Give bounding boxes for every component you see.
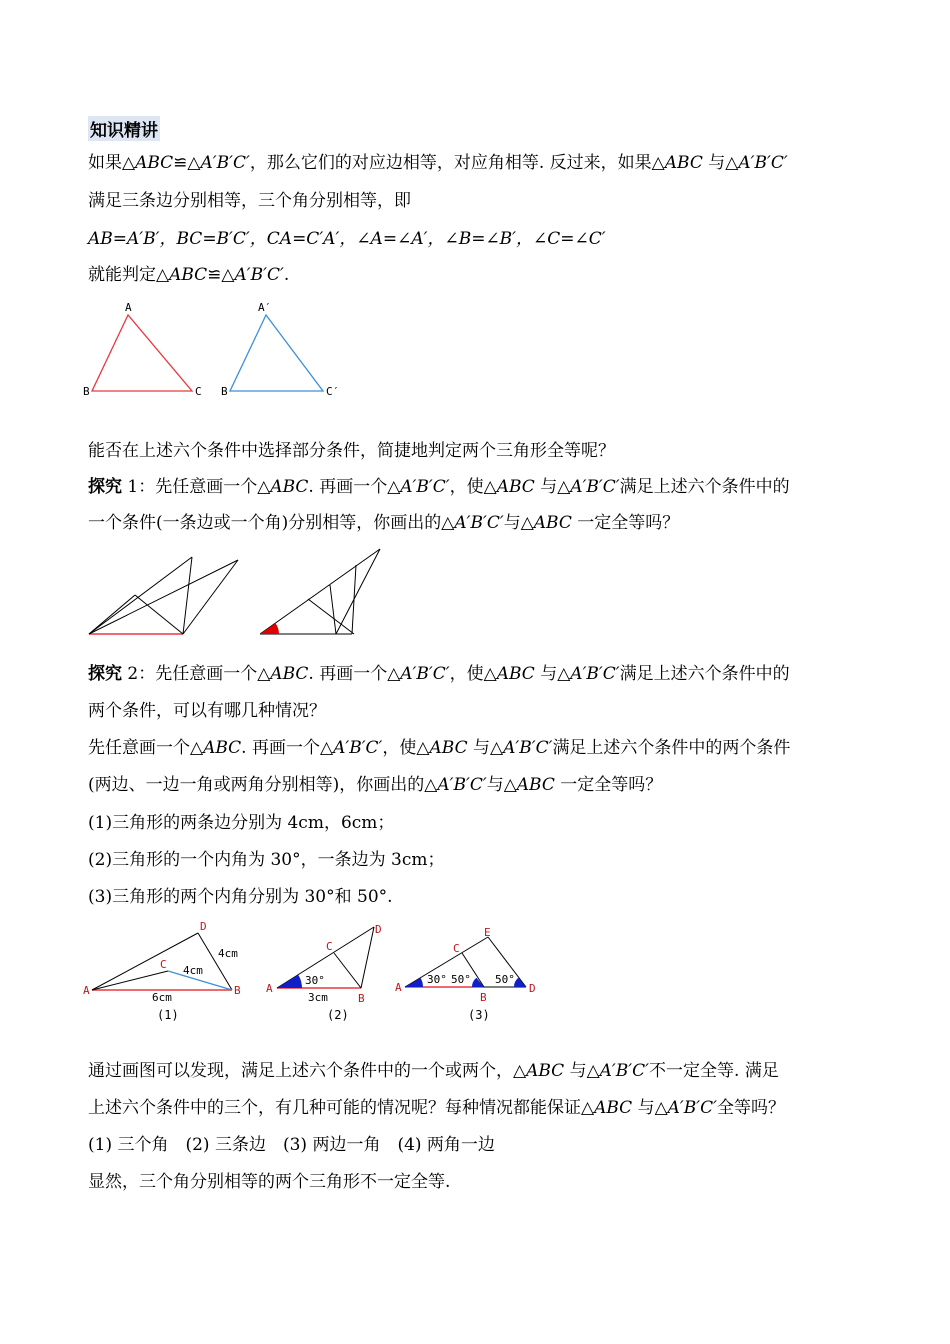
text: 与△ (486, 775, 517, 795)
text: 不一定全等. 满足 (649, 1061, 779, 1081)
text: 如果△ (88, 153, 136, 173)
equalities-line: AB=A′B′，BC=B′C′，CA=C′A′，∠A=∠A′，∠B=∠B′，∠C=∠C′ (88, 229, 606, 249)
text: ≌△ (207, 265, 235, 285)
math-abc: ABC (203, 738, 242, 758)
explore-1-line-1 (88, 476, 790, 498)
label-6cm: 6cm (152, 991, 172, 1004)
explore-2-line-2: 两个条件，可以有哪几种情况？ (88, 701, 326, 721)
label-b: B (234, 984, 241, 997)
label-a: A (125, 301, 132, 314)
segment (183, 557, 192, 634)
math-a1b1c1: A′B′C′ (503, 738, 553, 758)
paragraph-discovery-2 (88, 1097, 785, 1119)
label-3cm: 3cm (308, 991, 328, 1004)
text: ，使△ (449, 477, 497, 497)
side-ad (92, 933, 198, 990)
case-3: (3)三角形的两个内角分别为 30°和 50°. (88, 887, 393, 907)
text: (两边、一边一角或两角分别相等)，你画出的△ (88, 775, 438, 795)
label-4cm-cb: 4cm (183, 964, 203, 977)
text: . 再画一个△ (308, 664, 401, 684)
paragraph-intro-2: 满足三条边分别相等，三个角分别相等，即 (88, 191, 411, 211)
math-abc: ABC (496, 477, 535, 497)
angle-marker (260, 623, 279, 634)
explore-label: 探究 (88, 664, 122, 684)
side-cb (334, 953, 361, 988)
label-30deg: 30° (305, 974, 325, 987)
explore-label: 探究 (88, 477, 122, 497)
figure-explore-2-cases (80, 915, 550, 1030)
text: ，使△ (382, 738, 430, 758)
side-db (361, 927, 374, 988)
segment (260, 549, 380, 634)
label-c: C (195, 385, 202, 398)
label-50deg-d: 50° (495, 973, 515, 986)
math-a1b1c1: A′B′C′ (454, 513, 504, 533)
label-4cm-db: 4cm (218, 947, 238, 960)
text: 与△ (503, 513, 534, 533)
math-abc: ABC (169, 265, 208, 285)
segment (89, 557, 192, 634)
math-abc: ABC (270, 664, 309, 684)
case-2: (2)三角形的一个内角为 30°，一条边为 3cm； (88, 850, 445, 870)
segment (352, 565, 356, 634)
math-a1b1c1: A′B′C′ (400, 477, 450, 497)
text: 全等吗？ (717, 1098, 786, 1118)
explore-2-line-1 (88, 663, 790, 685)
segment (89, 560, 238, 634)
label-d: D (529, 982, 536, 995)
segment (336, 549, 380, 634)
math-a1b1c1: A′B′C′ (400, 664, 450, 684)
text: 与△ (534, 477, 571, 497)
text: . 再画一个△ (308, 477, 401, 497)
label-a: A (395, 981, 402, 994)
text: 与△ (564, 1061, 600, 1081)
paragraph-discovery-1 (88, 1060, 779, 1082)
label-c: C (453, 942, 460, 955)
text: 满足上述六个条件中的 (619, 477, 790, 497)
paragraph-two-conditions-2 (88, 774, 662, 796)
math-abc: ABC (429, 738, 468, 758)
triangle-a1b1c1 (230, 315, 323, 391)
text: 一定全等吗？ (554, 775, 663, 795)
label-a: A (266, 982, 273, 995)
text: 2：先任意画一个△ (122, 664, 271, 684)
text: 1：先任意画一个△ (122, 477, 271, 497)
side-ad (277, 927, 374, 988)
text: 与△ (467, 738, 504, 758)
math-a1b1c1: A′B′C′ (200, 153, 250, 173)
math-abc: ABC (496, 664, 535, 684)
text: ，使△ (449, 664, 497, 684)
label-c-prime: C′ (326, 385, 340, 398)
math-a1b1c1: A′B′C′ (570, 477, 620, 497)
label-c: C (326, 940, 333, 953)
segment (135, 595, 183, 634)
caption-3: (3) (468, 1008, 490, 1022)
text: . (283, 265, 290, 285)
text: 一个条件(一条边或一个角)分别相等，你画出的△ (88, 513, 455, 533)
math-a1b1c1: A′B′C′ (234, 265, 284, 285)
text: 就能判定△ (88, 265, 170, 285)
segment (308, 599, 354, 634)
segment (183, 560, 238, 634)
figure-explore-1 (80, 545, 390, 645)
figure-congruent-triangles (80, 295, 360, 405)
label-b: B (480, 991, 487, 1004)
math-a1b1c1: A′B′C′ (738, 153, 788, 173)
math-a1b1c1: A′B′C′ (667, 1098, 718, 1118)
math-a1b1c1: A′B′C′ (599, 1061, 650, 1081)
math-a1b1c1: A′B′C′ (437, 775, 487, 795)
label-d: D (200, 920, 207, 933)
side-ac (92, 971, 168, 990)
section-heading: 知识精讲 (88, 116, 160, 141)
label-a-prime: A′ (258, 301, 272, 314)
text: 一定全等吗？ (571, 513, 680, 533)
math-a1b1c1: A′B′C′ (570, 664, 620, 684)
math-abc: ABC (594, 1098, 633, 1118)
triangle-abc (92, 315, 192, 391)
label-b: B (358, 992, 365, 1005)
text: 与△ (702, 153, 739, 173)
text: 满足上述六个条件中的 (619, 664, 790, 684)
label-b-prime: B (221, 385, 228, 398)
math-abc: ABC (664, 153, 703, 173)
text: 与△ (534, 664, 571, 684)
segment (330, 585, 336, 634)
math-abc: ABC (516, 775, 555, 795)
angle-marker (405, 978, 423, 987)
angle-marker (472, 978, 484, 987)
paragraph-conclusion (88, 264, 289, 286)
text: 先任意画一个△ (88, 738, 204, 758)
options-line: (1) 三个角 (2) 三条边 (3) 两边一角 (4) 两角一边 (88, 1135, 495, 1155)
label-50deg-b: 50° (451, 973, 471, 986)
math-abc: ABC (270, 477, 309, 497)
text: ≌△ (173, 153, 201, 173)
text: 与△ (632, 1098, 668, 1118)
math-a1b1c1: A′B′C′ (333, 738, 383, 758)
paragraph-intro-1 (88, 152, 788, 174)
label-d: D (375, 923, 382, 936)
label-b: B (83, 385, 90, 398)
explore-1-line-2 (88, 512, 679, 534)
math-abc: ABC (533, 513, 572, 533)
text: ，那么它们的对应边相等，对应角相等. 反过来，如果△ (249, 153, 665, 173)
paragraph-two-conditions-1 (88, 737, 790, 759)
label-e: E (484, 926, 491, 939)
text: 上述六个条件中的三个，有几种可能的情况呢？每种情况都能保证△ (88, 1098, 595, 1118)
label-30deg: 30° (427, 973, 447, 986)
label-c: C (160, 958, 167, 971)
case-1: (1)三角形的两条边分别为 4cm，6cm； (88, 813, 395, 833)
label-a: A (83, 984, 90, 997)
question-paragraph: 能否在上述六个条件中选择部分条件，简捷地判定两个三角形全等呢？ (88, 441, 615, 461)
text: 通过画图可以发现，满足上述六个条件中的一个或两个，△ (88, 1061, 527, 1081)
paragraph-final: 显然，三个角分别相等的两个三角形不一定全等. (88, 1172, 451, 1192)
math-abc: ABC (135, 153, 174, 173)
caption-2: (2) (327, 1008, 349, 1022)
text: 满足上述六个条件中的两个条件 (552, 738, 791, 758)
angle-marker (277, 975, 302, 988)
text: . 再画一个△ (241, 738, 334, 758)
math-abc: ABC (526, 1061, 565, 1081)
caption-1: (1) (157, 1008, 179, 1022)
